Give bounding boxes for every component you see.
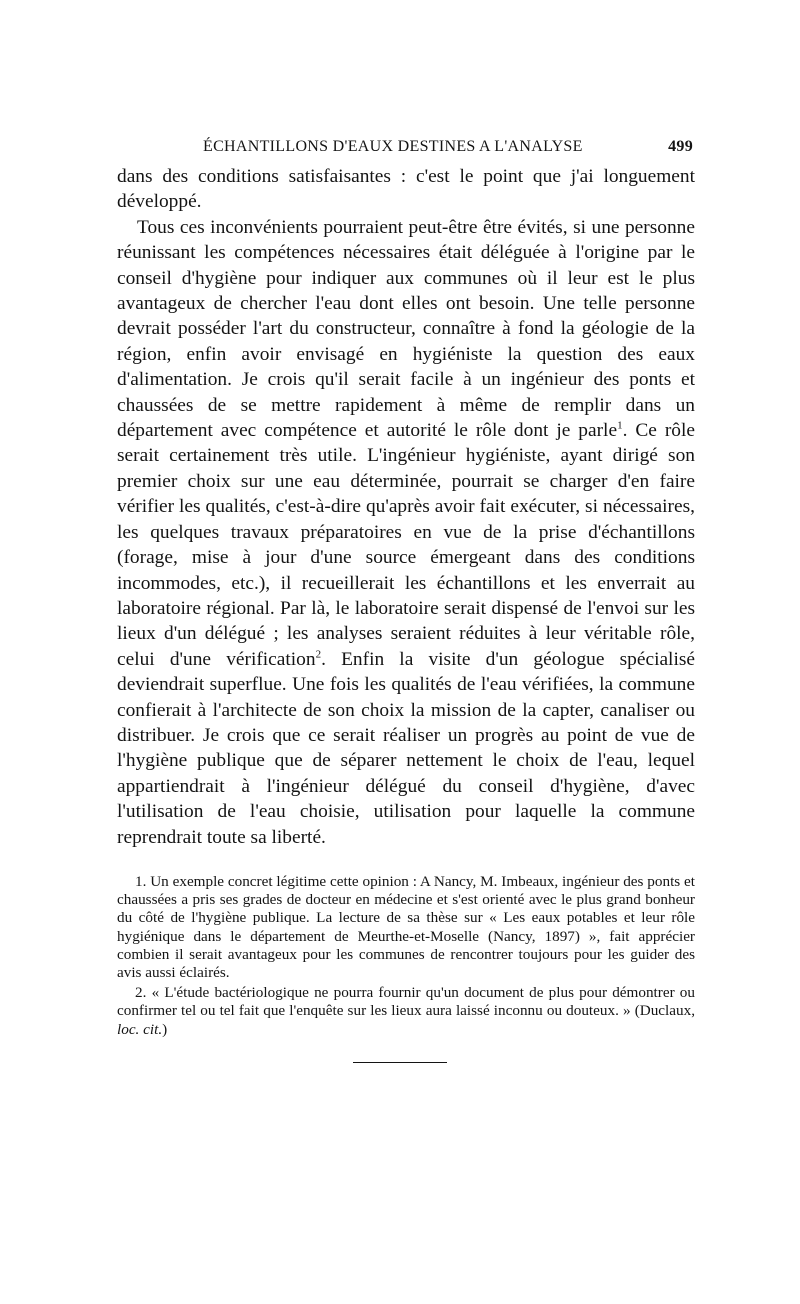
footnote-1 [117, 873, 695, 982]
paragraph-text-part-3: . Enfin la visite d'un géologue spécialisé deviendrait superflue. Une fois les qualités de l'eau vérifiées, la commune confierait à l'architecte de son choix la mission de la capter, canaliser ou distribuer. Je crois que ce serait réaliser un progrès au point de vue de l'hygiène publique que de séparer nettement le choix de l'eau, lequel appartiendrait à l'ingénieur délégué du conseil d'hygiène, d'avec l'utilisation de l'eau choisie, utilisation pour laquelle la commune reprendrait toute sa liberté. [117, 648, 695, 848]
main-text [117, 164, 695, 850]
paragraph-continued: dans des conditions satisfaisantes : c'est le point que j'ai longuement développé. [117, 166, 695, 213]
footnote-text: Un exemple concret légitime cette opinion : A Nancy, M. Imbeaux, ingénieur des ponts et chaussées a pris ses grades de docteur en médecine et s'est orienté avec le plus grand bonheur du côté de l'hygiène publique. La lecture de sa thèse sur « Les eaux potables et leur rôle hygiénique dans le département de Meurthe-et-Moselle (Nancy, 1897) », fait apprécier combien il serait avantageux pour les communes de rencontrer toujours pour les guider des avis aussi éclairés. [117, 872, 695, 981]
footnote-number: 2. [135, 984, 147, 1002]
footnote-reference-1[interactable]: 1 [617, 419, 623, 432]
page-number: 499 [668, 138, 693, 155]
paragraph-main [117, 215, 695, 850]
footnote-reference-2[interactable]: 2 [315, 648, 322, 661]
footnote-number: 1. [135, 872, 147, 890]
footnotes [117, 873, 695, 1039]
paragraph-text-part-2: . Ce rôle serait certainement très utile. L'ingénieur hygiéniste, ayant dirigé son premier choix sur une eau déterminée, pourrait se charger d'en faire vérifier les qualités, c'est-à-dire qu'après avoir fait exécuter, si nécessaires, les quelques travaux préparatoires en vue de la prise d'échantillons (forage, mise à jour d'une source émergeant dans des conditions incommodes, etc.), il recueillerait les échantillons et les enverrait au laboratoire régional. Par là, le laboratoire serait dispensé de l'envoi sur les lieux d'un délégué ; les analyses seraient réduites à leur véritable rôle, celui d'une vérification [117, 420, 695, 670]
footnote-text: « L'étude bactériologique ne pourra fournir qu'un document de plus pour démontrer ou confirmer tel ou tel fait que l'enquête sur les lieux aura laissé inconnu ou douteux. » (Duclaux, [117, 984, 695, 1020]
book-page [117, 138, 695, 1063]
footnote-2 [117, 984, 695, 1039]
running-head-title: ÉCHANTILLONS D'EAUX DESTINES A L'ANALYSE [203, 138, 583, 155]
paragraph-text-part-1: Tous ces inconvénients pourraient peut-être être évités, si une personne réunissant les compétences nécessaires était déléguée à l'origine par le conseil d'hygiène pour indiquer aux communes où il leur est le plus avantageux de chercher l'eau dont elles ont besoin. Une telle personne devrait posséder l'art du constructeur, connaître à fond la géologie de la région, enfin avoir envisagé en hygiéniste la question des eaux d'alimentation. Je crois qu'il serait facile à un ingénieur des ponts et chaussées de se mettre rapidement à même de remplir dans un département avec compétence et autorité le rôle dont je parle [117, 216, 695, 442]
footnote-citation: loc. cit. [117, 1020, 163, 1038]
running-head [117, 138, 695, 164]
footnote-closing: ) [162, 1020, 168, 1038]
end-rule [353, 1062, 447, 1063]
